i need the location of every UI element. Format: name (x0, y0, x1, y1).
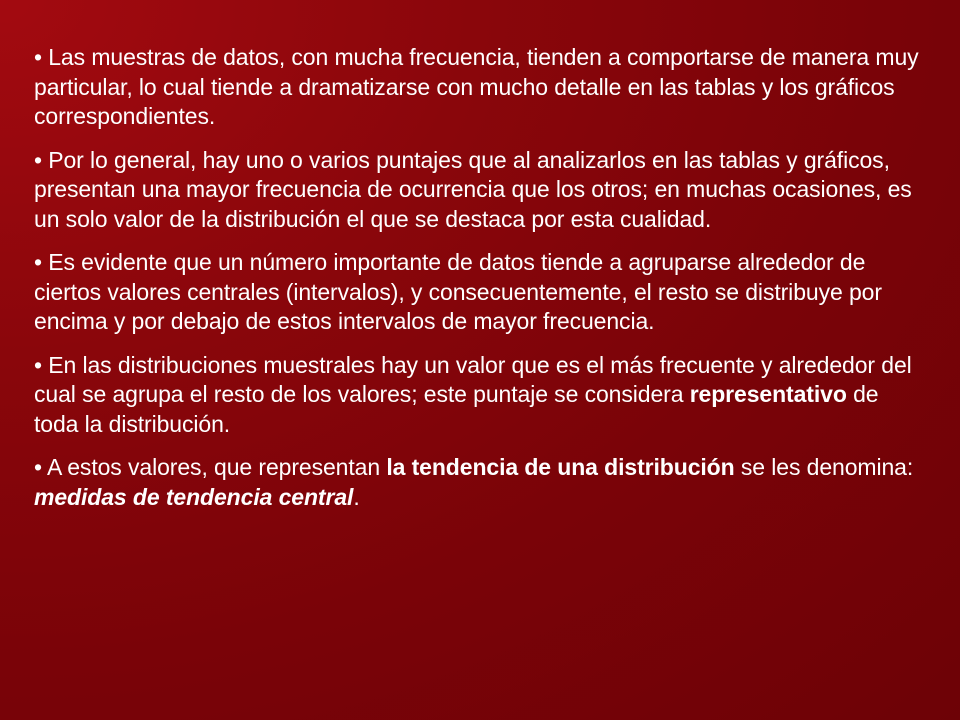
paragraph-text: Las muestras de datos, con mucha frecuencia, tienden a comportarse de manera muy particular, lo cual tiende a dramatizarse con mucho detalle en las tablas y los gráficos correspondientes. (34, 44, 919, 129)
paragraph-text: . (353, 483, 360, 510)
paragraph-2 (34, 146, 920, 235)
paragraph-4 (34, 351, 920, 440)
paragraph-text: de toda la distribución. (34, 381, 879, 437)
paragraph-3 (34, 248, 920, 337)
bold-italic-term-medidas: medidas de tendencia central (34, 483, 354, 510)
bullet: • (34, 44, 42, 70)
paragraph-text: Por lo general, hay uno o varios puntajes que al analizarlos en las tablas y gráficos, presentan una mayor frecuencia de ocurrencia que los otros; en muchas ocasiones, es un solo valor de la distribución el que se destaca por esta cualidad. (34, 146, 912, 232)
bullet: • (34, 454, 42, 480)
paragraph-text: Es evidente que un número importante de datos tiende a agruparse alrededor de ciertos valores centrales (intervalos), y consecuentemente, el resto se distribuye por encima y por debajo de estos intervalos de mayor frecuencia. (34, 249, 882, 334)
paragraph-text: En las distribuciones muestrales hay un valor que es el más frecuente y alrededor del cual se agrupa el resto de los valores; este puntaje se considera (34, 351, 912, 407)
bold-term-representativo: representativo (689, 381, 847, 407)
bold-phrase-tendencia: la tendencia de una distribución (386, 454, 735, 480)
paragraph-text: A estos valores, que representan (41, 454, 387, 480)
paragraph-text: se les denomina: (734, 454, 914, 480)
bullet: • (34, 351, 42, 378)
paragraph-5 (34, 453, 920, 512)
paragraph-1 (34, 43, 920, 132)
bullet: • (34, 249, 42, 275)
bullet: • (34, 146, 42, 173)
